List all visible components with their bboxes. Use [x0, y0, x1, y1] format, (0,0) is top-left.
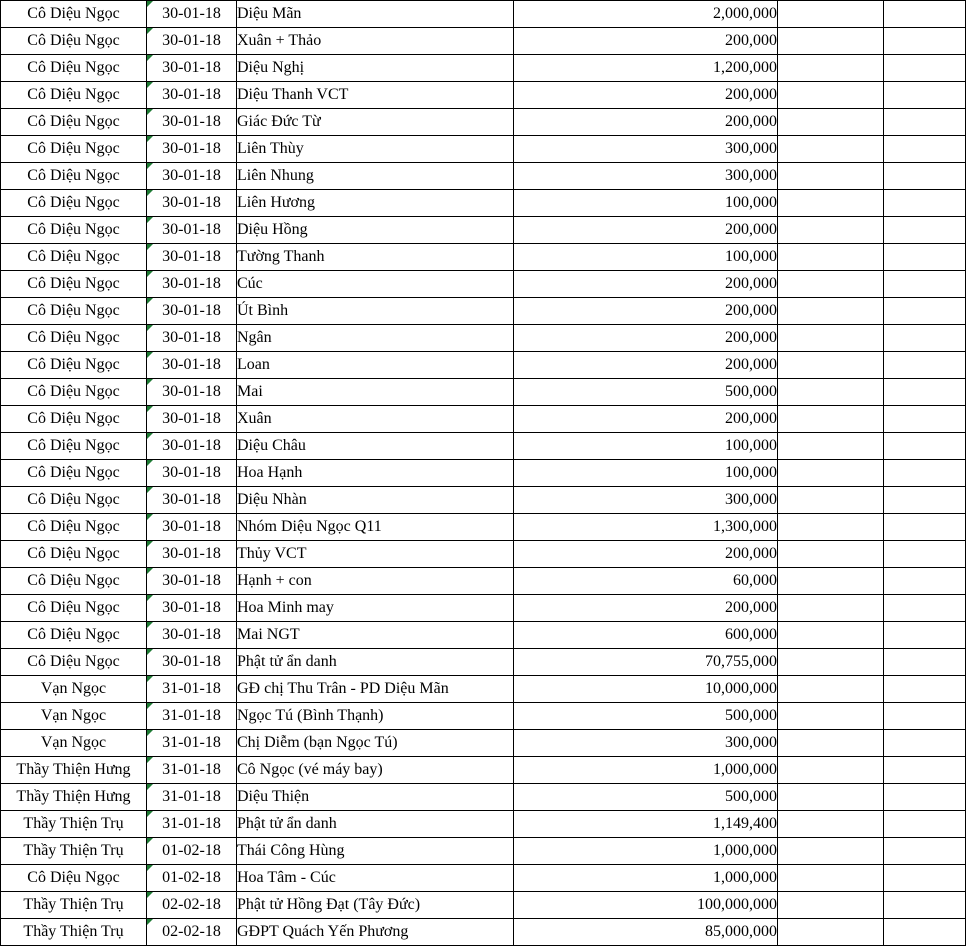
empty-cell[interactable]	[778, 163, 884, 190]
empty-cell[interactable]	[778, 676, 884, 703]
empty-cell[interactable]	[884, 757, 966, 784]
donor-cell[interactable]: Tường Thanh	[237, 244, 514, 271]
table-row	[1, 325, 966, 352]
donor-cell[interactable]: Phật tử ẩn danh	[237, 811, 514, 838]
empty-cell[interactable]	[778, 514, 884, 541]
date-cell[interactable]: 31-01-18	[147, 676, 237, 703]
table-row	[1, 352, 966, 379]
date-cell[interactable]: 01-02-18	[147, 838, 237, 865]
giver-cell[interactable]: Thầy Thiện Trụ	[1, 838, 147, 865]
empty-cell[interactable]	[884, 919, 966, 946]
empty-cell[interactable]	[778, 919, 884, 946]
donor-cell[interactable]: Ngọc Tú (Bình Thạnh)	[237, 703, 514, 730]
empty-cell[interactable]	[884, 28, 966, 55]
donor-cell[interactable]: Diệu Mãn	[237, 1, 514, 28]
table-row	[1, 811, 966, 838]
amount-cell[interactable]: 100,000	[514, 244, 778, 271]
donor-cell[interactable]: Hạnh + con	[237, 568, 514, 595]
amount-cell[interactable]: 200,000	[514, 217, 778, 244]
amount-cell[interactable]: 200,000	[514, 325, 778, 352]
empty-cell[interactable]	[778, 595, 884, 622]
amount-cell[interactable]: 300,000	[514, 136, 778, 163]
amount-cell[interactable]: 85,000,000	[514, 919, 778, 946]
table-row	[1, 919, 966, 946]
donor-cell[interactable]: Xuân + Thảo	[237, 28, 514, 55]
date-cell[interactable]: 30-01-18	[147, 649, 237, 676]
amount-cell[interactable]: 1,000,000	[514, 757, 778, 784]
date-cell[interactable]: 30-01-18	[147, 298, 237, 325]
giver-cell[interactable]: Cô Diệu Ngọc	[1, 325, 147, 352]
empty-cell[interactable]	[778, 460, 884, 487]
amount-cell[interactable]: 600,000	[514, 622, 778, 649]
date-cell[interactable]: 30-01-18	[147, 1, 237, 28]
table-row	[1, 568, 966, 595]
giver-cell[interactable]: Cô Diệu Ngọc	[1, 514, 147, 541]
empty-cell[interactable]	[778, 217, 884, 244]
empty-cell[interactable]	[778, 784, 884, 811]
date-cell[interactable]: 30-01-18	[147, 433, 237, 460]
empty-cell[interactable]	[884, 298, 966, 325]
giver-cell[interactable]: Cô Diệu Ngọc	[1, 55, 147, 82]
empty-cell[interactable]	[884, 541, 966, 568]
donor-cell[interactable]: Xuân	[237, 406, 514, 433]
empty-cell[interactable]	[884, 811, 966, 838]
giver-cell[interactable]: Cô Diệu Ngọc	[1, 433, 147, 460]
empty-cell[interactable]	[778, 325, 884, 352]
empty-cell[interactable]	[884, 217, 966, 244]
empty-cell[interactable]	[778, 190, 884, 217]
amount-cell[interactable]: 200,000	[514, 28, 778, 55]
empty-cell[interactable]	[778, 271, 884, 298]
donor-cell[interactable]: Ngân	[237, 325, 514, 352]
table-row	[1, 703, 966, 730]
table-row	[1, 217, 966, 244]
empty-cell[interactable]	[778, 82, 884, 109]
amount-cell[interactable]: 100,000	[514, 460, 778, 487]
empty-cell[interactable]	[884, 379, 966, 406]
date-cell[interactable]: 31-01-18	[147, 730, 237, 757]
empty-cell[interactable]	[884, 460, 966, 487]
amount-cell[interactable]: 200,000	[514, 82, 778, 109]
giver-cell[interactable]: Vạn Ngọc	[1, 676, 147, 703]
donor-cell[interactable]: Diệu Nghị	[237, 55, 514, 82]
giver-cell[interactable]: Cô Diệu Ngọc	[1, 82, 147, 109]
table-row	[1, 109, 966, 136]
giver-cell[interactable]: Cô Diệu Ngọc	[1, 460, 147, 487]
table-row	[1, 622, 966, 649]
empty-cell[interactable]	[778, 406, 884, 433]
table-row	[1, 55, 966, 82]
empty-cell[interactable]	[778, 892, 884, 919]
date-cell[interactable]: 30-01-18	[147, 487, 237, 514]
amount-cell[interactable]: 1,149,400	[514, 811, 778, 838]
empty-cell[interactable]	[884, 244, 966, 271]
amount-cell[interactable]: 1,300,000	[514, 514, 778, 541]
date-cell[interactable]: 30-01-18	[147, 55, 237, 82]
date-cell[interactable]: 31-01-18	[147, 703, 237, 730]
table-row	[1, 136, 966, 163]
amount-cell[interactable]: 1,200,000	[514, 55, 778, 82]
table-row	[1, 271, 966, 298]
table-row	[1, 379, 966, 406]
giver-cell[interactable]: Thầy Thiện Hưng	[1, 757, 147, 784]
donor-cell[interactable]: GĐPT Quách Yến Phương	[237, 919, 514, 946]
empty-cell[interactable]	[884, 838, 966, 865]
empty-cell[interactable]	[778, 352, 884, 379]
empty-cell[interactable]	[884, 82, 966, 109]
date-cell[interactable]: 30-01-18	[147, 217, 237, 244]
giver-cell[interactable]: Thầy Thiện Trụ	[1, 811, 147, 838]
empty-cell[interactable]	[884, 109, 966, 136]
amount-cell[interactable]: 500,000	[514, 379, 778, 406]
date-cell[interactable]: 30-01-18	[147, 568, 237, 595]
giver-cell[interactable]: Cô Diệu Ngọc	[1, 163, 147, 190]
donor-cell[interactable]: Diệu Thanh VCT	[237, 82, 514, 109]
donor-cell[interactable]: Hoa Tâm - Cúc	[237, 865, 514, 892]
donor-cell[interactable]: Loan	[237, 352, 514, 379]
empty-cell[interactable]	[884, 784, 966, 811]
donor-cell[interactable]: Phật tử Hồng Đạt (Tây Đức)	[237, 892, 514, 919]
date-cell[interactable]: 30-01-18	[147, 622, 237, 649]
empty-cell[interactable]	[778, 865, 884, 892]
empty-cell[interactable]	[778, 541, 884, 568]
table-row	[1, 190, 966, 217]
donor-cell[interactable]: Liên Hương	[237, 190, 514, 217]
empty-cell[interactable]	[884, 892, 966, 919]
empty-cell[interactable]	[884, 649, 966, 676]
amount-cell[interactable]: 2,000,000	[514, 1, 778, 28]
table-row	[1, 676, 966, 703]
donor-cell[interactable]: Liên Nhung	[237, 163, 514, 190]
empty-cell[interactable]	[884, 1, 966, 28]
date-cell[interactable]: 31-01-18	[147, 757, 237, 784]
empty-cell[interactable]	[884, 406, 966, 433]
giver-cell[interactable]: Cô Diệu Ngọc	[1, 28, 147, 55]
table-body	[1, 1, 966, 946]
empty-cell[interactable]	[884, 325, 966, 352]
table-row	[1, 1, 966, 28]
amount-cell[interactable]: 300,000	[514, 487, 778, 514]
giver-cell[interactable]: Cô Diệu Ngọc	[1, 568, 147, 595]
table-row	[1, 406, 966, 433]
donor-cell[interactable]: Thái Công Hùng	[237, 838, 514, 865]
date-cell[interactable]: 30-01-18	[147, 406, 237, 433]
empty-cell[interactable]	[884, 514, 966, 541]
donor-cell[interactable]: Nhóm Diệu Ngọc Q11	[237, 514, 514, 541]
table-row	[1, 460, 966, 487]
empty-cell[interactable]	[884, 595, 966, 622]
date-cell[interactable]: 31-01-18	[147, 784, 237, 811]
donor-cell[interactable]: Cúc	[237, 271, 514, 298]
amount-cell[interactable]: 200,000	[514, 298, 778, 325]
amount-cell[interactable]: 10,000,000	[514, 676, 778, 703]
date-cell[interactable]: 30-01-18	[147, 541, 237, 568]
giver-cell[interactable]: Cô Diệu Ngọc	[1, 541, 147, 568]
date-cell[interactable]: 31-01-18	[147, 811, 237, 838]
table-row	[1, 892, 966, 919]
donor-cell[interactable]: Diệu Nhàn	[237, 487, 514, 514]
donor-cell[interactable]: Phật tử ẩn danh	[237, 649, 514, 676]
giver-cell[interactable]: Cô Diệu Ngọc	[1, 352, 147, 379]
empty-cell[interactable]	[884, 271, 966, 298]
empty-cell[interactable]	[778, 379, 884, 406]
empty-cell[interactable]	[778, 55, 884, 82]
date-cell[interactable]: 30-01-18	[147, 82, 237, 109]
empty-cell[interactable]	[778, 298, 884, 325]
empty-cell[interactable]	[778, 244, 884, 271]
donor-cell[interactable]: Diệu Hồng	[237, 217, 514, 244]
donor-cell[interactable]: Hoa Minh may	[237, 595, 514, 622]
donor-cell[interactable]: Thủy VCT	[237, 541, 514, 568]
giver-cell[interactable]: Cô Diệu Ngọc	[1, 136, 147, 163]
empty-cell[interactable]	[778, 622, 884, 649]
empty-cell[interactable]	[778, 757, 884, 784]
table-row	[1, 28, 966, 55]
empty-cell[interactable]	[778, 109, 884, 136]
amount-cell[interactable]: 100,000,000	[514, 892, 778, 919]
table-row	[1, 541, 966, 568]
giver-cell[interactable]: Thầy Thiện Trụ	[1, 892, 147, 919]
amount-cell[interactable]: 70,755,000	[514, 649, 778, 676]
date-cell[interactable]: 30-01-18	[147, 136, 237, 163]
giver-cell[interactable]: Cô Diệu Ngọc	[1, 298, 147, 325]
giver-cell[interactable]: Cô Diệu Ngọc	[1, 1, 147, 28]
amount-cell[interactable]: 1,000,000	[514, 838, 778, 865]
empty-cell[interactable]	[884, 676, 966, 703]
amount-cell[interactable]: 200,000	[514, 595, 778, 622]
empty-cell[interactable]	[778, 487, 884, 514]
amount-cell[interactable]: 100,000	[514, 433, 778, 460]
amount-cell[interactable]: 500,000	[514, 784, 778, 811]
date-cell[interactable]: 30-01-18	[147, 163, 237, 190]
donor-cell[interactable]: Mai NGT	[237, 622, 514, 649]
empty-cell[interactable]	[884, 487, 966, 514]
date-cell[interactable]: 30-01-18	[147, 271, 237, 298]
giver-cell[interactable]: Vạn Ngọc	[1, 703, 147, 730]
empty-cell[interactable]	[884, 136, 966, 163]
date-cell[interactable]: 02-02-18	[147, 892, 237, 919]
giver-cell[interactable]: Cô Diệu Ngọc	[1, 190, 147, 217]
giver-cell[interactable]: Cô Diệu Ngọc	[1, 271, 147, 298]
donor-cell[interactable]: Mai	[237, 379, 514, 406]
empty-cell[interactable]	[884, 190, 966, 217]
date-cell[interactable]: 01-02-18	[147, 865, 237, 892]
giver-cell[interactable]: Cô Diệu Ngọc	[1, 244, 147, 271]
empty-cell[interactable]	[884, 163, 966, 190]
date-cell[interactable]: 02-02-18	[147, 919, 237, 946]
donor-cell[interactable]: Cô Ngọc (vé máy bay)	[237, 757, 514, 784]
giver-cell[interactable]: Cô Diệu Ngọc	[1, 865, 147, 892]
empty-cell[interactable]	[884, 703, 966, 730]
table-row	[1, 730, 966, 757]
giver-cell[interactable]: Vạn Ngọc	[1, 730, 147, 757]
date-cell[interactable]: 30-01-18	[147, 460, 237, 487]
donor-cell[interactable]: Diệu Thiện	[237, 784, 514, 811]
table-row	[1, 595, 966, 622]
empty-cell[interactable]	[778, 703, 884, 730]
amount-cell[interactable]: 100,000	[514, 190, 778, 217]
donor-cell[interactable]: Diệu Châu	[237, 433, 514, 460]
amount-cell[interactable]: 1,000,000	[514, 865, 778, 892]
table-row	[1, 865, 966, 892]
table-row	[1, 433, 966, 460]
date-cell[interactable]: 30-01-18	[147, 514, 237, 541]
donor-cell[interactable]: GĐ chị Thu Trân - PD Diệu Mãn	[237, 676, 514, 703]
donor-cell[interactable]: Út Bình	[237, 298, 514, 325]
table-row	[1, 649, 966, 676]
donor-cell[interactable]: Chị Diễm (bạn Ngọc Tú)	[237, 730, 514, 757]
amount-cell[interactable]: 200,000	[514, 352, 778, 379]
date-cell[interactable]: 30-01-18	[147, 28, 237, 55]
table-row	[1, 298, 966, 325]
empty-cell[interactable]	[884, 730, 966, 757]
amount-cell[interactable]: 200,000	[514, 541, 778, 568]
amount-cell[interactable]: 200,000	[514, 271, 778, 298]
empty-cell[interactable]	[884, 568, 966, 595]
date-cell[interactable]: 30-01-18	[147, 352, 237, 379]
giver-cell[interactable]: Cô Diệu Ngọc	[1, 649, 147, 676]
table-row	[1, 838, 966, 865]
amount-cell[interactable]: 300,000	[514, 163, 778, 190]
donor-cell[interactable]: Giác Đức Từ	[237, 109, 514, 136]
giver-cell[interactable]: Cô Diệu Ngọc	[1, 109, 147, 136]
amount-cell[interactable]: 500,000	[514, 703, 778, 730]
table-row	[1, 82, 966, 109]
date-cell[interactable]: 30-01-18	[147, 109, 237, 136]
empty-cell[interactable]	[778, 838, 884, 865]
date-cell[interactable]: 30-01-18	[147, 325, 237, 352]
table-row	[1, 487, 966, 514]
giver-cell[interactable]: Thầy Thiện Trụ	[1, 919, 147, 946]
giver-cell[interactable]: Cô Diệu Ngọc	[1, 379, 147, 406]
giver-cell[interactable]: Cô Diệu Ngọc	[1, 595, 147, 622]
table-row	[1, 244, 966, 271]
giver-cell[interactable]: Cô Diệu Ngọc	[1, 217, 147, 244]
donor-cell[interactable]: Hoa Hạnh	[237, 460, 514, 487]
donor-cell[interactable]: Liên Thùy	[237, 136, 514, 163]
table-row	[1, 514, 966, 541]
table-row	[1, 163, 966, 190]
amount-cell[interactable]: 200,000	[514, 109, 778, 136]
empty-cell[interactable]	[884, 352, 966, 379]
date-cell[interactable]: 30-01-18	[147, 244, 237, 271]
date-cell[interactable]: 30-01-18	[147, 595, 237, 622]
empty-cell[interactable]	[778, 649, 884, 676]
giver-cell[interactable]: Cô Diệu Ngọc	[1, 622, 147, 649]
table-row	[1, 757, 966, 784]
giver-cell[interactable]: Thầy Thiện Hưng	[1, 784, 147, 811]
giver-cell[interactable]: Cô Diệu Ngọc	[1, 406, 147, 433]
empty-cell[interactable]	[778, 433, 884, 460]
empty-cell[interactable]	[778, 811, 884, 838]
empty-cell[interactable]	[884, 433, 966, 460]
table-row	[1, 784, 966, 811]
empty-cell[interactable]	[778, 1, 884, 28]
empty-cell[interactable]	[778, 568, 884, 595]
empty-cell[interactable]	[884, 865, 966, 892]
empty-cell[interactable]	[778, 730, 884, 757]
amount-cell[interactable]: 300,000	[514, 730, 778, 757]
empty-cell[interactable]	[884, 622, 966, 649]
empty-cell[interactable]	[778, 136, 884, 163]
empty-cell[interactable]	[778, 28, 884, 55]
amount-cell[interactable]: 200,000	[514, 406, 778, 433]
giver-cell[interactable]: Cô Diệu Ngọc	[1, 487, 147, 514]
date-cell[interactable]: 30-01-18	[147, 190, 237, 217]
empty-cell[interactable]	[884, 55, 966, 82]
date-cell[interactable]: 30-01-18	[147, 379, 237, 406]
amount-cell[interactable]: 60,000	[514, 568, 778, 595]
